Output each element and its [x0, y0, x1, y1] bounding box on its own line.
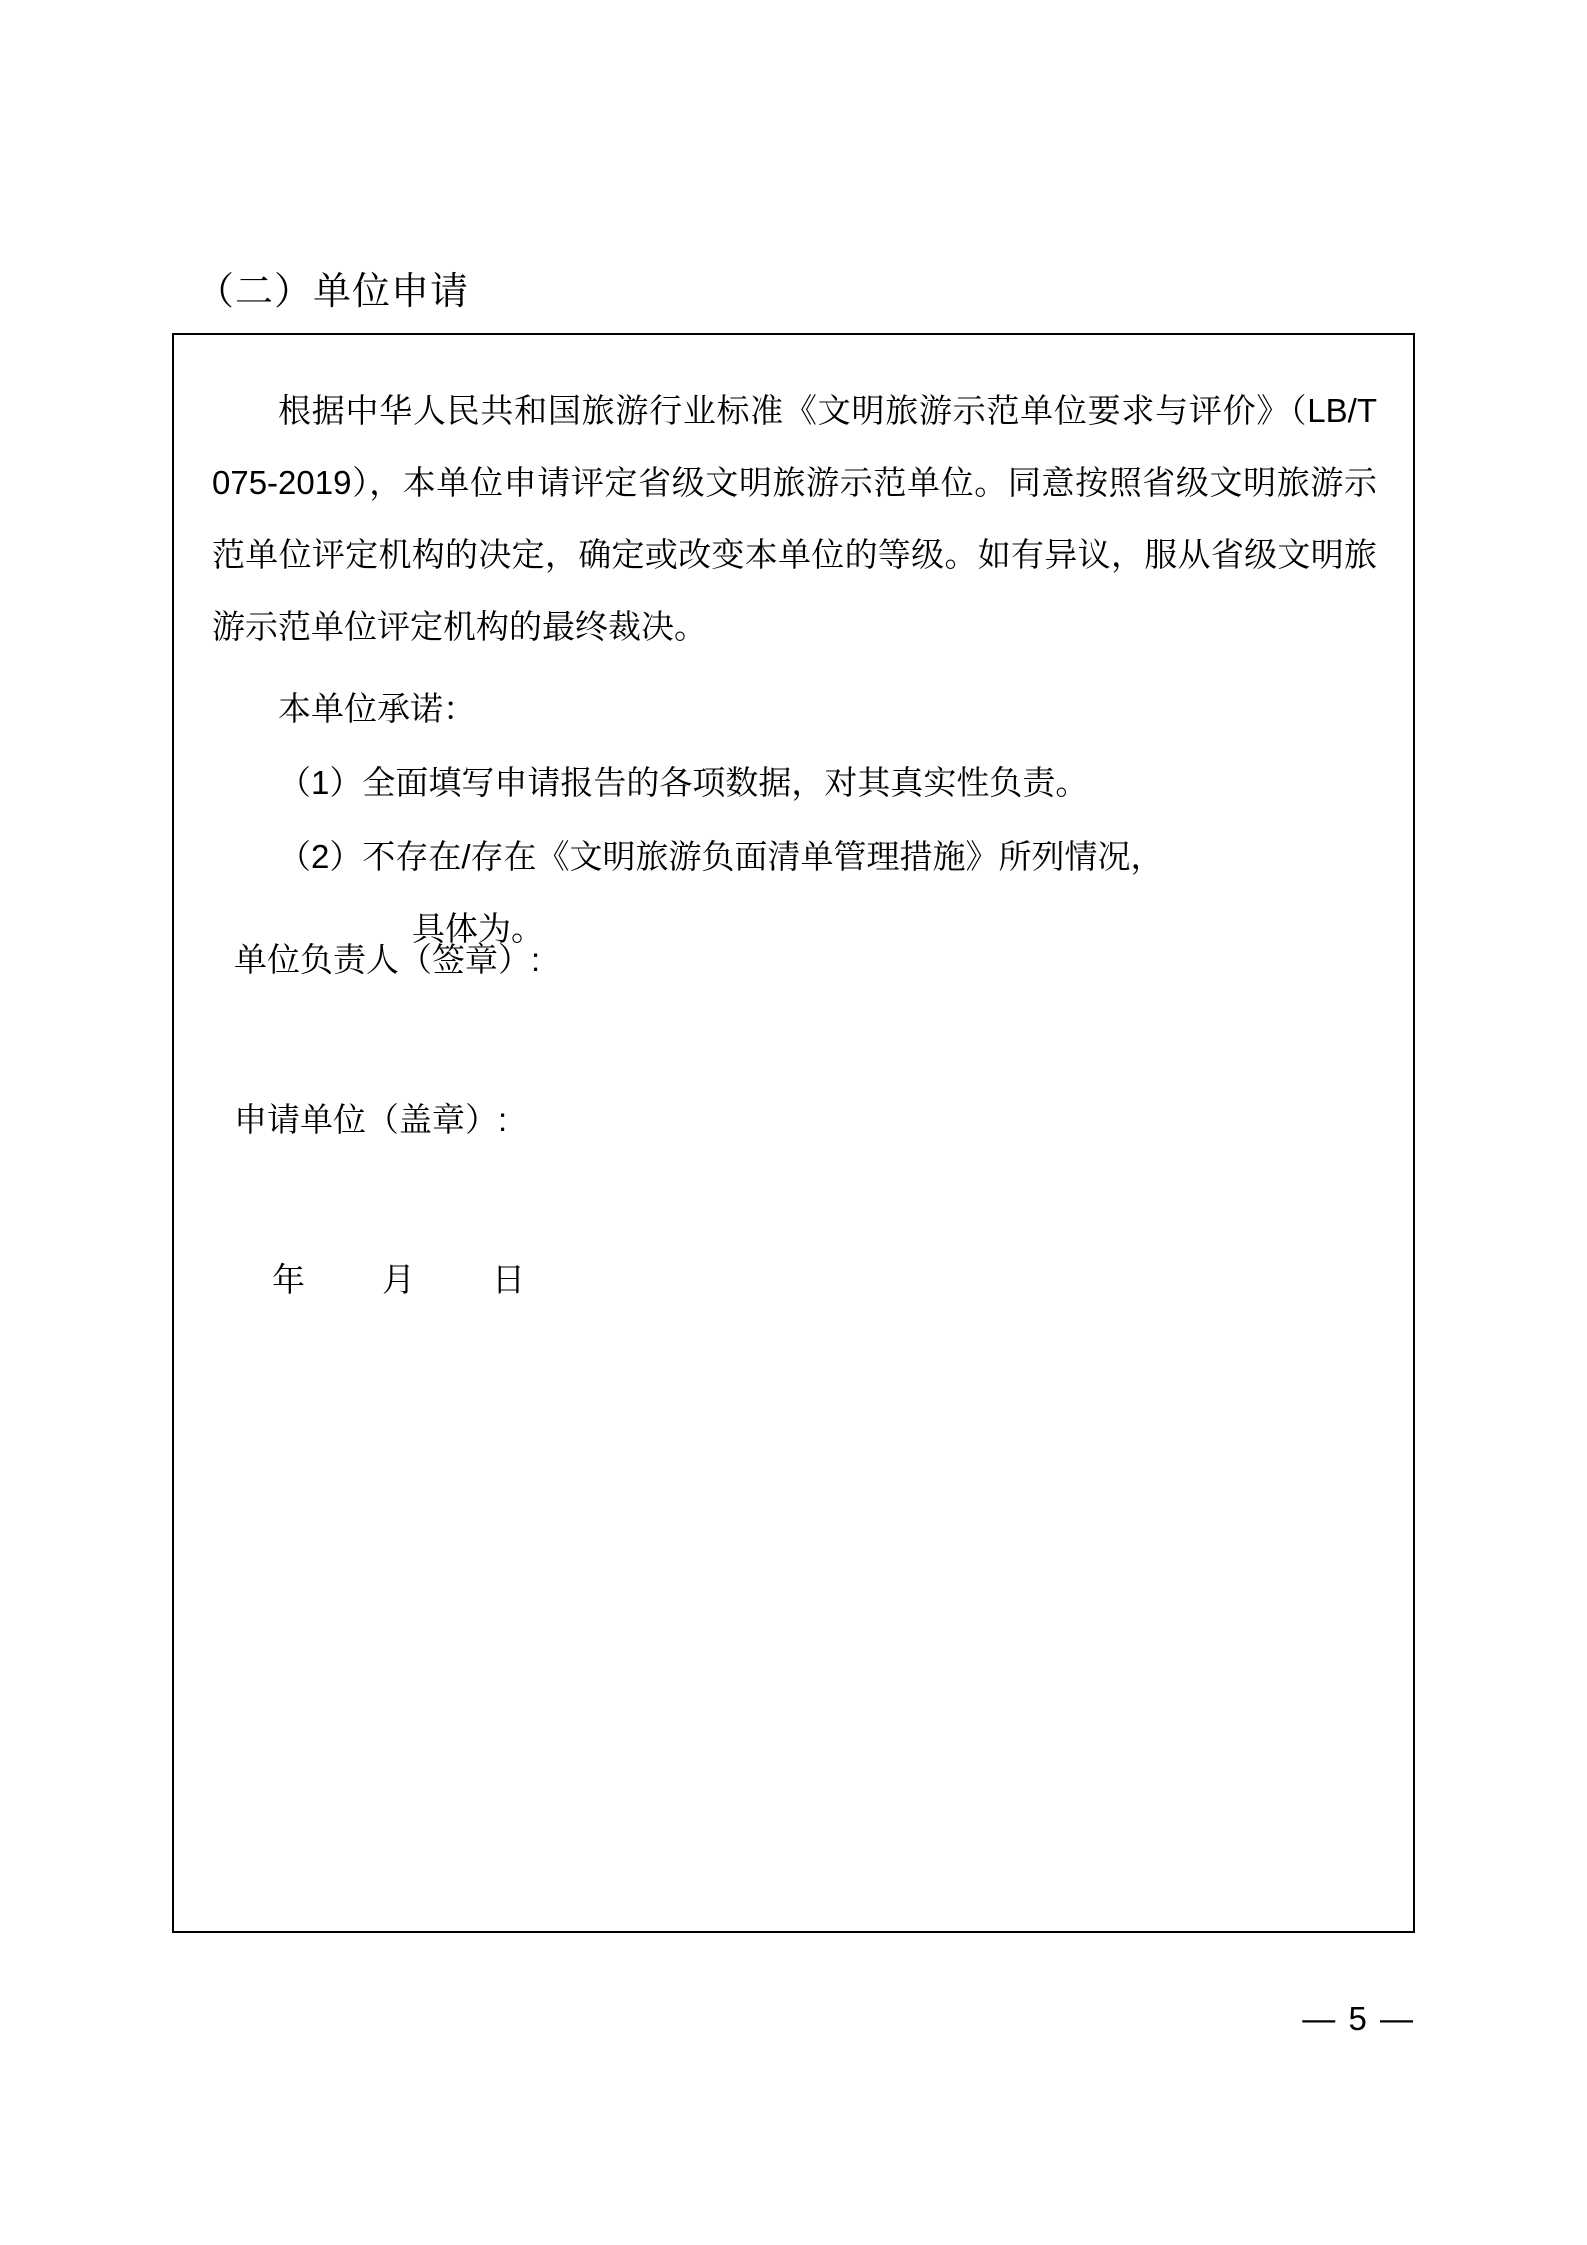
page-title: （二）单位申请: [196, 271, 470, 313]
main-paragraph: 根据中华人民共和国旅游行业标准《文明旅游示范单位要求与评价》（LB/T 075-2019），本单位申请评定省级文明旅游示范单位。同意按照省级文明旅游示范单位评定机构的决定，确定或改变本单位的等级。如有异议，服从省级文明旅游示范单位评定机构的最终裁决。: [212, 392, 1377, 645]
signature-date-line: 年 月 日: [272, 1261, 547, 1298]
promise-item-2: （2）不存在/存在《文明旅游负面清单管理措施》所列情况，: [278, 838, 1164, 875]
promise-item-1: （1）全面填写申请报告的各项数据，对其真实性负责。: [278, 764, 1089, 801]
signature-person-line: 单位负责人（签章）:: [234, 941, 541, 978]
promise-item-2-continuation: 具体为。: [412, 910, 544, 947]
page-number: — 5 —: [1302, 2000, 1415, 2037]
form-body-text: [212, 375, 1377, 965]
signature-unit-line: 申请单位（盖章）:: [234, 1101, 508, 1138]
promise-lead-line: 本单位承诺：: [278, 690, 476, 727]
application-form-box: [172, 333, 1415, 1933]
